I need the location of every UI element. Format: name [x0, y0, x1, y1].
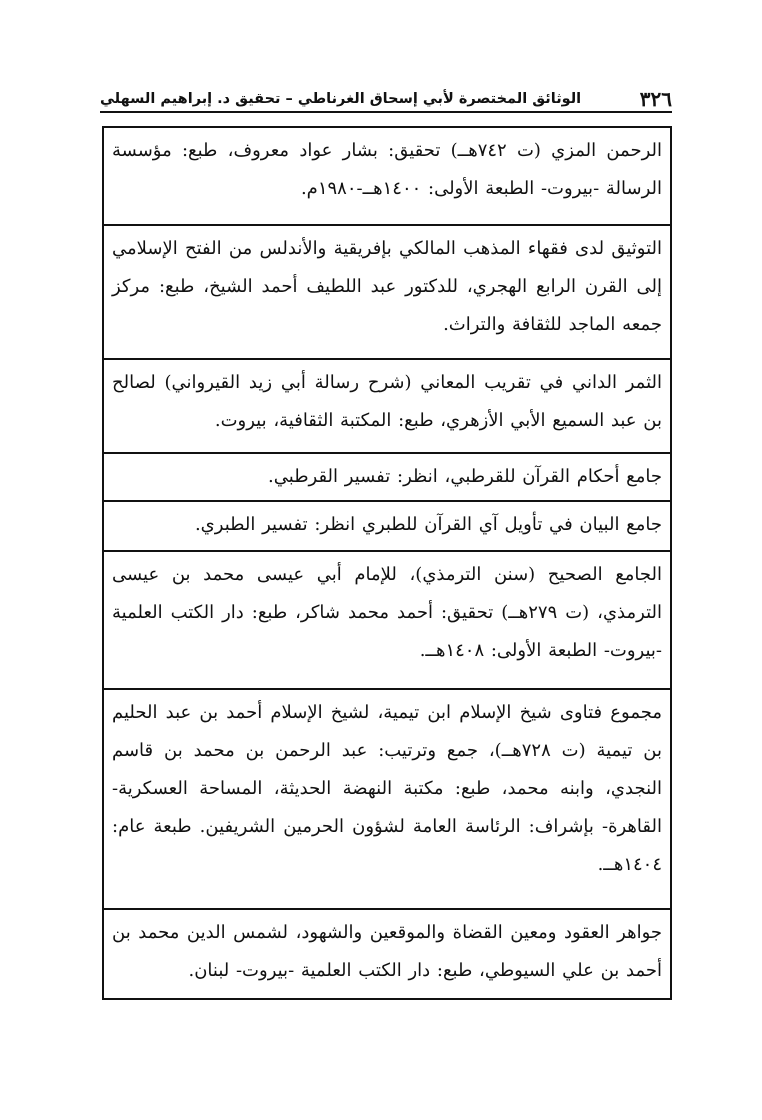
- bibliography-entry: الثمر الداني في تقريب المعاني (شرح رسالة أبي زيد القيرواني) لصالح بن عبد السميع الأبي الأزهري، طبع: المكتبة الثقافية، بيروت.: [104, 360, 670, 454]
- bibliography-entry: جامع البيان في تأويل آي القرآن للطبري انظر: تفسير الطبري.: [104, 502, 670, 552]
- page-number: ٣٢٦: [639, 87, 672, 111]
- bibliography-entry: التوثيق لدى فقهاء المذهب المالكي بإفريقية والأندلس من الفتح الإسلامي إلى القرن الرابع الهجري، للدكتور عبد اللطيف أحمد الشيخ، طبع: مركز جمعه الماجد للثقافة والتراث.: [104, 226, 670, 360]
- running-title: الوثائق المختصرة لأبي إسحاق الغرناطي – تحقيق د. إبراهيم السهلي: [100, 91, 582, 107]
- bibliography-entry: مجموع فتاوى شيخ الإسلام ابن تيمية، لشيخ الإسلام أحمد بن عبد الحليم بن تيمية (ت ٧٢٨هــ)، جمع وترتيب: عبد الرحمن بن محمد بن قاسم النجدي، وابنه محمد، طبع: مكتبة النهضة الحديثة، المساحة العسكرية- القاهرة- بإشراف: الرئاسة العامة لشؤون الحرمين الشريفين. طبعة عام: ١٤٠٤هــ.: [104, 690, 670, 910]
- bibliography-table: [102, 126, 672, 1000]
- bibliography-entry: الرحمن المزي (ت ٧٤٢هــ) تحقيق: بشار عواد معروف، طبع: مؤسسة الرسالة -بيروت- الطبعة الأولى: ١٤٠٠هــ-١٩٨٠م.: [104, 128, 670, 226]
- bibliography-entry: جامع أحكام القرآن للقرطبي، انظر: تفسير القرطبي.: [104, 454, 670, 502]
- header-rule: [100, 111, 672, 113]
- bibliography-entry: جواهر العقود ومعين القضاة والموقعين والشهود، لشمس الدين محمد بن أحمد بن علي السيوطي، طبع: دار الكتب العلمية -بيروت- لبنان.: [104, 910, 670, 1000]
- bibliography-entry: الجامع الصحيح (سنن الترمذي)، للإمام أبي عيسى محمد بن عيسى الترمذي، (ت ٢٧٩هــ) تحقيق: أحمد محمد شاكر، طبع: دار الكتب العلمية -بيروت- الطبعة الأولى: ١٤٠٨هــ.: [104, 552, 670, 690]
- page-header: [100, 84, 672, 110]
